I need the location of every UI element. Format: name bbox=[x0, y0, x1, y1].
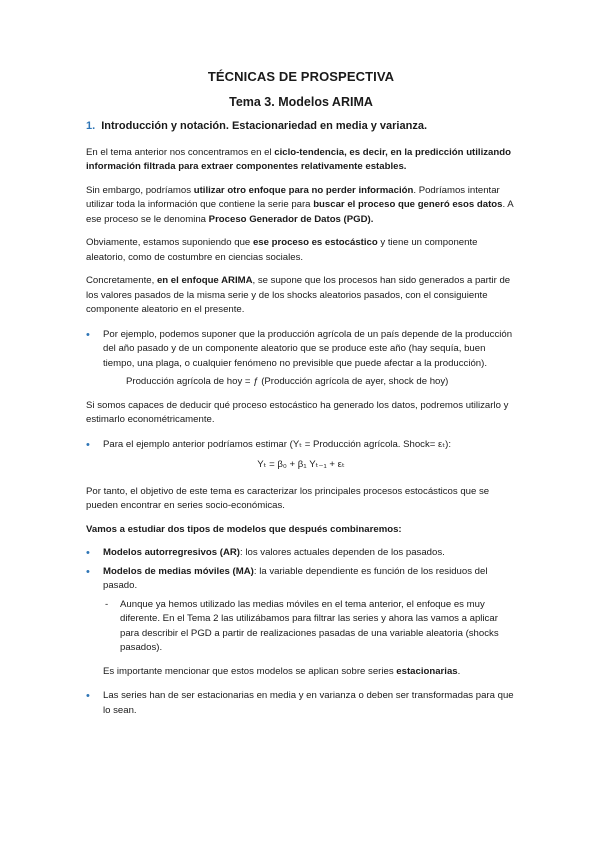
bold-run: buscar el proceso que generó esos datos bbox=[313, 199, 503, 210]
bold-run: Vamos a estudiar dos tipos de modelos que después combinaremos: bbox=[86, 523, 402, 535]
text-run: y tiene un componente aleatorio, como de costumbre en ciencias sociales. bbox=[86, 237, 478, 263]
bold-run: Modelos autorregresivos (AR) bbox=[103, 547, 241, 558]
paragraph-intro bbox=[86, 146, 516, 175]
section-title: Introducción y notación. Estacionariedad en media y varianza. bbox=[101, 120, 427, 132]
paragraph-objective: Por tanto, el objetivo de este tema es caracterizar los principales procesos estocásticos que se pueden encontrar en series socio-económicas. bbox=[86, 485, 490, 511]
paragraph-approach bbox=[86, 184, 516, 228]
paragraph-deduce: Si somos capaces de deducir qué proceso estocástico ha generado los datos, podremos utilizarlo y estimarlo econométricamente. bbox=[86, 399, 509, 425]
bold-run: estacionarias bbox=[396, 665, 458, 677]
section-heading bbox=[86, 119, 516, 134]
text-run: En el tema anterior nos concentramos en el bbox=[86, 146, 275, 158]
equation-ar1: Yₜ = β₀ + β₁ Yₜ₋₁ + εₜ bbox=[257, 459, 345, 470]
bullet-estimate: • Para el ejemplo anterior podríamos estimar (Yₜ = Producción agrícola. Shock= εₜ): bbox=[86, 438, 516, 453]
text-run: . Podríamos intentar utilizar toda la información que contiene la serie para bbox=[86, 184, 500, 210]
section-number: 1. bbox=[86, 120, 96, 132]
text-run: : los valores actuales dependen de los pasados. bbox=[240, 547, 445, 558]
bold-run: ese proceso es estocástico bbox=[252, 237, 378, 248]
models-list bbox=[86, 546, 516, 656]
text-run: : la variable dependiente es función de los residuos del pasado. bbox=[103, 565, 488, 591]
text-run: Es importante mencionar que estos modelos se aplican sobre series bbox=[103, 665, 397, 677]
text-run: , se supone que los procesos han sido generados a partir de los valores pasados de la misma serie y de los shocks aleatorios pasados, con el consiguiente componente aleatorio en el presente. bbox=[86, 275, 511, 315]
text-run: Obviamente, estamos suponiendo que bbox=[86, 237, 253, 248]
list-item-ma bbox=[86, 565, 516, 594]
text-run: Sin embargo, podríamos bbox=[86, 184, 194, 196]
bold-run: utilizar otro enfoque para no perder información bbox=[193, 184, 414, 196]
bold-run: en el enfoque ARIMA bbox=[156, 275, 253, 286]
formula-production: Producción agrícola de hoy = ƒ (Producción agrícola de ayer, shock de hoy) bbox=[126, 376, 449, 387]
text-run: . A ese proceso se le denomina bbox=[86, 199, 514, 225]
bold-run: Proceso Generador de Datos (PGD). bbox=[208, 213, 374, 225]
list-item-ar bbox=[86, 546, 516, 561]
text-run: . bbox=[457, 665, 461, 677]
bullet-example: • Por ejemplo, podemos suponer que la producción agrícola de un país depende de la producción del año pasado y de un componente aleatorio que se produce este año (hay sequía, buen tiempo, una plaga, o cualquier fenómeno no previsible que puede afectar a la producción). bbox=[86, 328, 516, 372]
paragraph-stochastic bbox=[86, 236, 516, 265]
document-subtitle: Tema 3. Modelos ARIMA bbox=[229, 94, 373, 109]
text-run: Concretamente, bbox=[86, 275, 157, 286]
bullet-stationarity: • Las series han de ser estacionarias en media y en varianza o deben ser transformadas para que lo sean. bbox=[86, 689, 516, 718]
document-title: TÉCNICAS DE PROSPECTIVA bbox=[207, 69, 395, 84]
paragraph-models-intro bbox=[86, 523, 516, 538]
dash-item-moving-averages: - Aunque ya hemos utilizado las medias móviles en el tema anterior, el enfoque es muy diferente. En el Tema 2 las utilizábamos para filtrar las series y ahora las vamos a aplicar para describir el PGD a partir de realizaciones pasadas de una variable aleatoria (shocks pasados). bbox=[103, 598, 516, 656]
document-body bbox=[86, 70, 516, 722]
bold-run: ciclo-tendencia, es decir, en la predicción utilizando información filtrada para extraer componentes relativamente estables. bbox=[86, 146, 511, 172]
bold-run: Modelos de medias móviles (MA) bbox=[103, 565, 254, 577]
paragraph-arima bbox=[86, 274, 516, 318]
paragraph-stationary bbox=[86, 665, 516, 680]
